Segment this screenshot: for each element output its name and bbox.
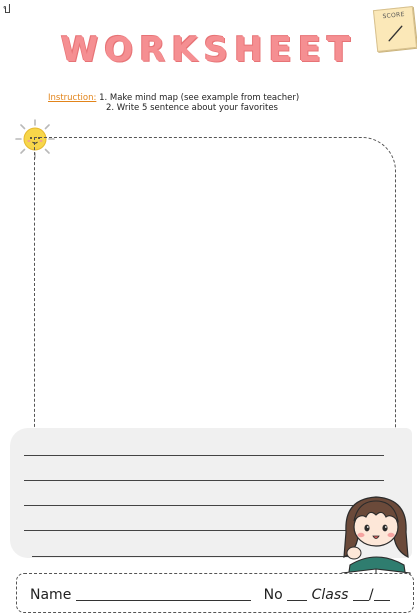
corner-mark: ป [3, 2, 11, 16]
score-label: SCORE [382, 10, 405, 21]
number-label: No [263, 587, 283, 603]
class-label: Class [311, 587, 349, 603]
writing-line[interactable] [24, 480, 384, 481]
instruction-block [48, 93, 299, 113]
class-grade-field[interactable] [353, 586, 369, 601]
student-info-row [30, 586, 390, 603]
page-title: WORKSHEET [60, 30, 357, 70]
instruction-line-2: 2. Write 5 sentence about your favorites [106, 103, 278, 113]
writing-line[interactable] [32, 556, 350, 557]
mind-map-area[interactable] [34, 137, 396, 437]
name-field[interactable] [76, 586, 251, 601]
student-info-box [16, 573, 414, 613]
class-separator: / [368, 587, 374, 603]
writing-line[interactable] [24, 505, 369, 506]
writing-line[interactable] [24, 455, 384, 456]
number-field[interactable] [287, 586, 307, 601]
writing-line[interactable] [24, 530, 354, 531]
name-label: Name [30, 587, 72, 603]
class-room-field[interactable] [374, 586, 390, 601]
instruction-line-1: 1. Make mind map (see example from teacher) [99, 93, 300, 103]
instruction-label: Instruction: [48, 93, 97, 103]
girl-reading-illustration [336, 487, 417, 587]
